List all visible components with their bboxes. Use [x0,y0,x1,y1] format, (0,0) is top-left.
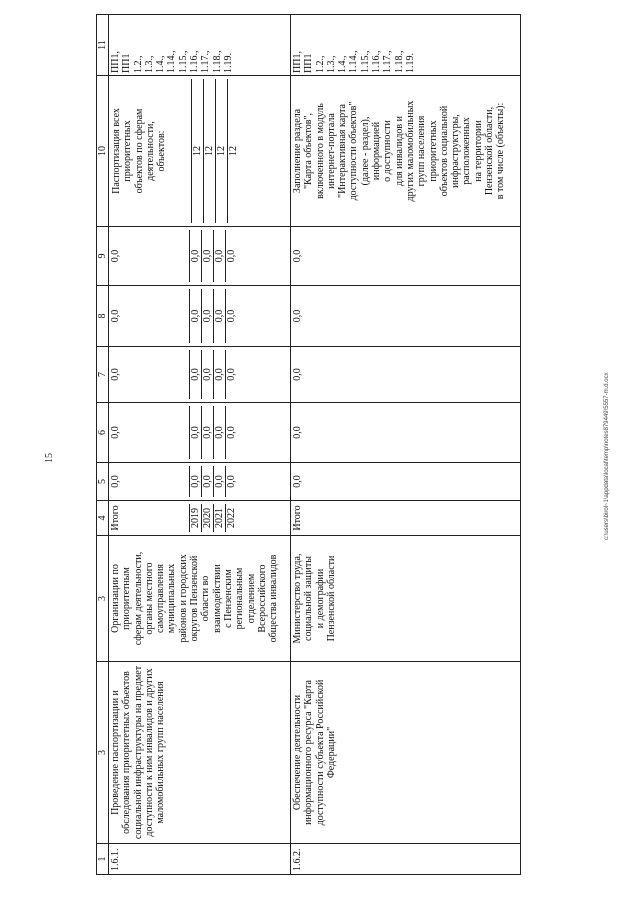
executor-line: Пензенской области [325,555,337,642]
links-cell: ПП1, ПП1 1.2., 1.3., 1.4., 1.14., 1.15., 1.16., 1.17., 1.18., 1.19. [109,15,291,76]
indicator-value: 12 [192,79,204,223]
indicator-line: объектов социальной [438,105,450,197]
indicator-line: (далее - раздел), [359,116,371,186]
indicator-line: объектов: [156,130,168,172]
col-header: 1 [97,844,109,875]
executor-line: социальной защиты [303,556,315,641]
indicator-line: Заполнение раздела [292,108,303,194]
funding-cell-5: 0,0 0,0 0,0 0,0 0,0 [109,463,291,501]
funding-cell-6: 0,0 0,0 0,0 0,0 0,0 [109,403,291,463]
year-total: Итого [110,505,121,531]
executor-line: и демографии [314,568,326,629]
indicator-line: расположенных [461,117,473,185]
indicator-line: инфраструктуры, [450,114,462,188]
col-header: 11 [97,15,109,76]
indicator-line: доступности объектов" [348,101,360,201]
years-cell [109,501,291,536]
row-number: 1.6.2. [291,844,521,875]
links-cell: ПП1, ПП1 1.2., 1.3., 1.4., 1.14., 1.15., 1.16., 1.17., 1.18., 1.19. [291,15,521,76]
indicator-line: Паспортизация всех [111,108,122,194]
col-header: 6 [97,403,109,463]
activity-name: Проведение паспортизации и обследования приоритетных объектов социальной инфраструктуры на предмет доступности к ним инвалидов и других маломобильных групп населения [109,662,291,844]
indicator-line: интернет-портала [325,113,337,189]
executor-line: органы местного [143,562,155,635]
year-value: 2022 [226,504,238,532]
year-value: 2019 [190,504,202,532]
year-value: 2020 [202,504,214,532]
funding-value: 0,0 [291,227,521,286]
indicator-line: на территории [472,120,484,182]
indicator-value: 12 [228,79,240,223]
indicator-value: 12 [216,79,228,223]
executor-line: отделением [245,573,257,624]
indicator-line: для инвалидов и [393,116,405,186]
executor-line: приоритетным [121,567,133,630]
footer-file-path: c:\users\birol~1\appdata\local\temp\notes879449\5557-m.d.ocx [604,372,610,540]
executor-line: районов и городских [177,554,189,643]
executor-cell [109,536,291,662]
executor-line: региональным [234,567,246,630]
indicator-line: включенного в модуль [314,103,326,199]
header-row [97,15,109,875]
executor-line: Министерство труда, [292,553,303,644]
col-header: 9 [97,227,109,286]
indicator-line: других маломобильных [404,100,416,202]
executor-line: с Пензенским [222,569,234,628]
col-header: 5 [97,463,109,501]
program-activities-table [96,14,521,875]
year-total: Итого [291,501,521,536]
executor-line: самоуправления [155,563,167,634]
funding-cell-8: 0,0 0,0 0,0 0,0 0,0 [109,286,291,347]
indicator-line: "Карта объектов", [303,112,315,190]
page-number: 15 [44,453,55,463]
col-header: 10 [97,76,109,227]
executor-line: муниципальных [166,563,178,634]
executor-line: сферам деятельности, [132,551,144,646]
table-row [109,15,291,875]
funding-value: 0,0 [291,347,521,403]
indicator-line: в том числе (объекты): [495,102,507,200]
funding-value: 0,0 [291,286,521,347]
indicator-line: групп населения [416,115,428,187]
indicator-line: деятельности, [144,121,156,181]
executor-line: общества инвалидов [268,554,280,643]
table-row [291,15,521,875]
funding-cell-7: 0,0 0,0 0,0 0,0 0,0 [109,347,291,403]
row-number: 1.6.1. [109,844,291,875]
executor-cell [291,536,521,662]
year-value: 2021 [214,504,226,532]
indicator-line: о доступности [382,120,394,182]
executor-line: Всероссийского [256,564,268,633]
col-header: 7 [97,347,109,403]
indicator-line: "Интерактивная карта [337,104,349,198]
col-header: 3 [97,662,109,844]
executor-line: области во [200,575,212,622]
funding-cell-9: 0,0 0,0 0,0 0,0 0,0 [109,227,291,286]
executor-line: округов Пензенской [189,555,201,642]
funding-value: 0,0 [291,463,521,501]
funding-value: 0,0 [291,403,521,463]
indicator-cell [291,76,521,227]
rotated-table-container [96,15,624,875]
col-header: 3 [97,536,109,662]
indicator-value: 12 [204,79,216,223]
indicator-line: приоритетных [122,120,134,182]
indicator-line: Пензенской области, [484,106,496,196]
executor-line: Организации по [110,564,121,633]
indicator-line: приоритетных [427,120,439,182]
indicator-line: объектов по сферам [133,108,145,194]
executor-line: взаимодействии [211,564,223,633]
col-header: 4 [97,501,109,536]
indicator-cell [109,76,291,227]
activity-name: Обеспечение деятельности информационного ресурса "Карта доступности субъекта Российской Федерации" [291,662,521,844]
col-header: 8 [97,286,109,347]
indicator-line: информацией [371,121,383,181]
